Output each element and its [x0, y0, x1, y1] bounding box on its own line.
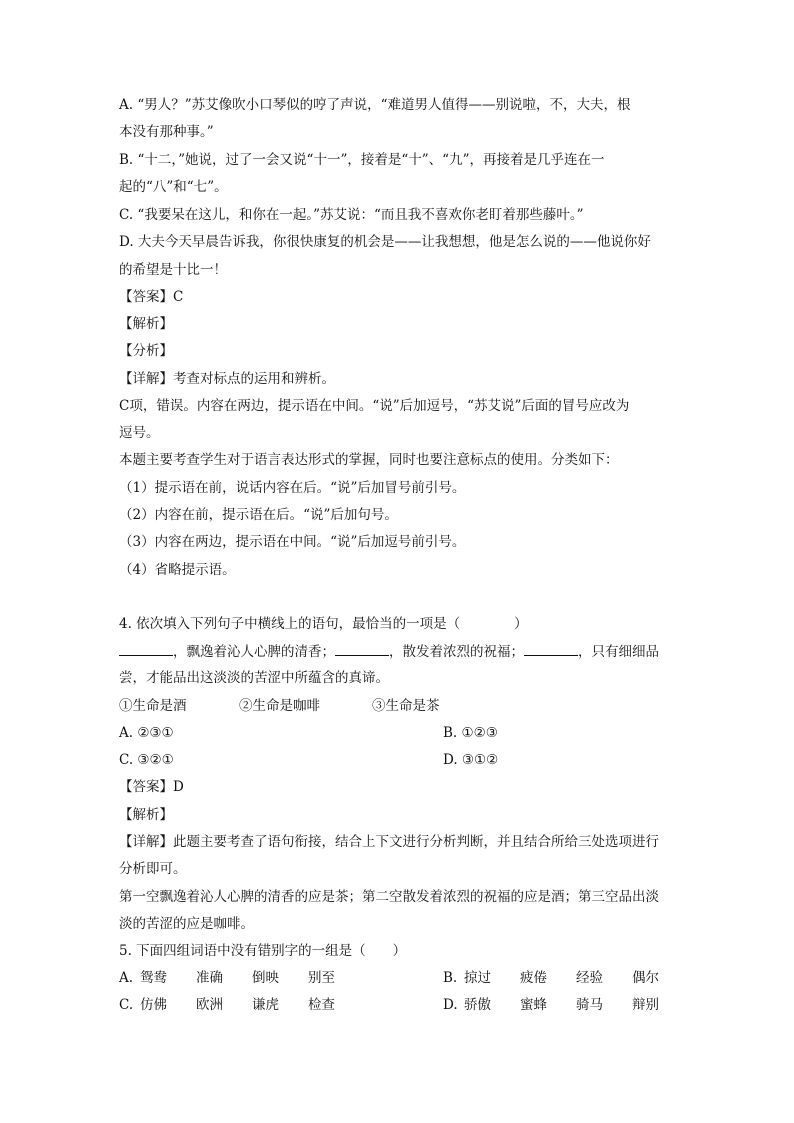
- q5-option-d-label: D.: [443, 997, 458, 1013]
- q4-blank-2: [335, 642, 389, 656]
- q4-detail-line4: 淡的苦涩的应是咖啡。: [119, 916, 254, 932]
- q5-option-b-word-2: 疲倦: [520, 970, 547, 986]
- q3-detail: 【详解】考查对标点的运用和辨析。: [119, 371, 335, 387]
- q3-explanation-line1: C项，错误。内容在两边，提示语在中间。“说”后加逗号，“苏艾说”后面的冒号应改为: [119, 398, 630, 414]
- q5-option-d-word-3: 骑马: [576, 997, 603, 1013]
- q4-answer: 【答案】D: [119, 779, 184, 795]
- q3-option-a-line2: 本没有那种事。”: [119, 124, 214, 140]
- q4-choice-2: ②生命是咖啡: [239, 698, 320, 714]
- q4-detail-line3: 第一空飘逸着沁人心脾的清香的应是茶；第二空散发着浓烈的祝福的应是酒；第三空品出淡: [119, 889, 659, 905]
- q5-option-c-word-1: 仿佛: [140, 997, 167, 1013]
- q5-option-a-label: A.: [119, 970, 134, 986]
- q4-detail-line2: 分析即可。: [119, 861, 187, 877]
- q5-option-b-word-3: 经验: [576, 970, 603, 986]
- q5-option-a-word-4: 别至: [308, 970, 335, 986]
- q3-explanation-line2: 逗号。: [119, 425, 160, 441]
- q3-item-1: （1）提示语在前，说话内容在后。“说”后加冒号前引号。: [119, 480, 466, 496]
- q5-option-b-word-4: 偶尔: [632, 970, 659, 986]
- q4-sentence-line3: 尝，才能品出这淡淡的苦涩中所蕴含的真谛。: [119, 670, 389, 686]
- q3-item-3: （3）内容在两边，提示语在中间。“说”后加逗号前引号。: [119, 534, 466, 550]
- q5-option-d-word-1: 骄傲: [464, 997, 491, 1013]
- q3-option-a-line1: A. “男人？”苏艾像吹小口琴似的哼了声说，“难道男人值得——别说啦，不，大夫，根: [119, 97, 631, 113]
- q4-sentence-line: [119, 642, 679, 661]
- q5-option-a-word-3: 倒映: [252, 970, 279, 986]
- q4-segment-3: ，只有细细品: [578, 644, 659, 660]
- q5-option-c-word-4: 检查: [308, 997, 335, 1013]
- q4-blank-3: [524, 642, 578, 656]
- q3-summary: 本题主要考查学生对于语言表达形式的掌握，同时也要注意标点的使用。分类如下：: [119, 452, 619, 468]
- q3-option-d-line2: 的希望是十比一！: [119, 262, 227, 278]
- q5-option-b-label: B.: [443, 970, 458, 986]
- q3-answer: 【答案】C: [119, 289, 184, 305]
- q4-segment-2: ，散发着浓烈的祝福；: [389, 644, 524, 660]
- q5-option-c-word-3: 谦虎: [252, 997, 279, 1013]
- q4-choice-3: ③生命是茶: [372, 698, 440, 714]
- q3-item-2: （2）内容在前，提示语在后。“说”后加句号。: [119, 507, 398, 523]
- q4-option-a: A. ②③①: [119, 725, 174, 741]
- q4-blank-1: [119, 642, 173, 656]
- q3-jiexi-heading: 【解析】: [119, 316, 173, 332]
- q5-option-a-word-2: 准确: [196, 970, 223, 986]
- q5-stem: 5. 下面四组词语中没有错别字的一组是（ ）: [119, 943, 407, 959]
- q5-option-b-word-1: 掠过: [464, 970, 491, 986]
- q3-fenxi-heading: 【分析】: [119, 343, 173, 359]
- q4-option-b: B. ①②③: [443, 725, 498, 741]
- q4-detail-line1: 【详解】此题主要考查了语句衔接，结合上下文进行分析判断，并且结合所给三处选项进行: [119, 834, 659, 850]
- q5-option-d-word-4: 辩别: [632, 997, 659, 1013]
- q5-option-c-word-2: 欧洲: [196, 997, 223, 1013]
- q3-option-b-line1: B. “十二，”她说，过了一会又说“十一”，接着是“十”、“九”，再接着是几乎连在一: [119, 152, 605, 168]
- q5-option-d-word-2: 蜜蜂: [520, 997, 547, 1013]
- q5-option-a-word-1: 鸳鸯: [140, 970, 167, 986]
- q4-option-d: D. ③①②: [443, 752, 499, 768]
- q3-option-b-line2: 起的“八”和“七”。: [119, 179, 228, 195]
- q4-option-c: C. ③②①: [119, 752, 174, 768]
- q4-stem: 4. 依次填入下列句子中横线上的语句，最恰当的一项是（ ）: [119, 616, 528, 632]
- q3-item-4: （4）省略提示语。: [119, 562, 236, 578]
- q4-choice-1: ①生命是酒: [119, 698, 187, 714]
- q5-option-c-label: C.: [119, 997, 134, 1013]
- q4-segment-1: ，飘逸着沁人心脾的清香；: [173, 644, 335, 660]
- q3-option-c: C. “我要呆在这儿，和你在一起。”苏艾说：“而且我不喜欢你老盯着那些藤叶。”: [119, 207, 584, 223]
- q3-option-d-line1: D. 大夫今天早晨告诉我，你很快康复的机会是——让我想想，他是怎么说的——他说你好: [119, 234, 651, 250]
- q4-jiexi-heading: 【解析】: [119, 807, 173, 823]
